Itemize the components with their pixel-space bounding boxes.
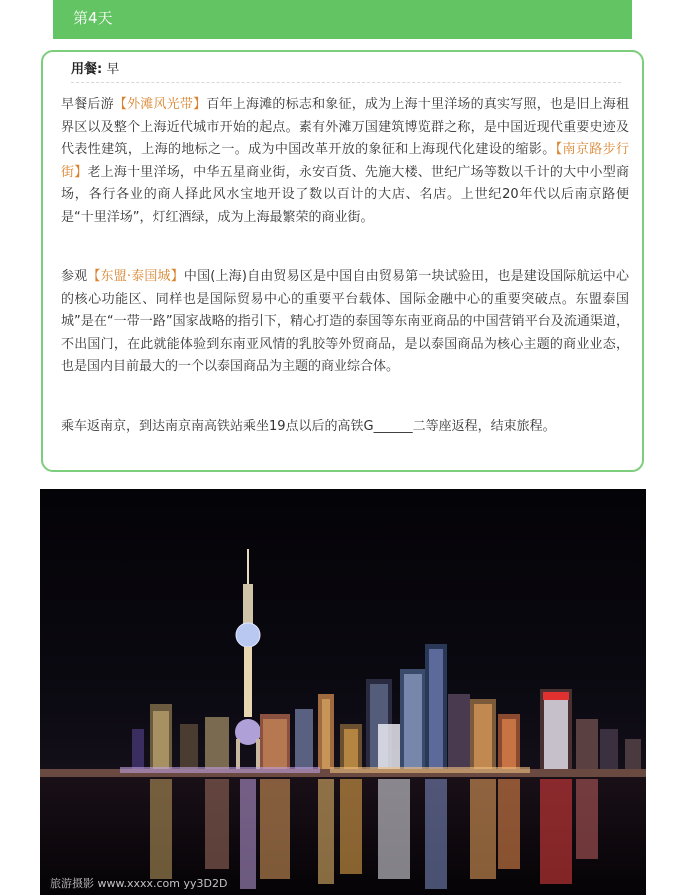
paragraph-text: 乘车返南京，到达南京南高铁站乘坐19点以后的高铁G______二等座返程，结束旅程。 [61, 419, 556, 434]
paragraph-text: 参观 [61, 269, 88, 284]
attraction-highlight: 【南京路步行街】 [61, 142, 629, 180]
attraction-highlight: 【外滩风光带】 [113, 97, 207, 112]
day-title: 第4天 [73, 9, 113, 27]
meal-label: 用餐: [71, 62, 103, 77]
paragraph-text: 中国(上海)自由贸易区是中国自由贸易第一块试验田，也是建设国际航运中心的核心功能区、同样也是国际贸易中心的重要平台载体、国际金融中心的重要突破点。东盟泰国城”是在“一带一路”国家战略的指引下，精心打造的泰国等东南亚商品的中国营销平台及流通渠道，不出国门，在此就能体验到东南亚风情的乳胶等外贸商品，是以泰国商品为核心主题的商业业态，也是国内目前最大的一个以泰国商品为主题的商业综合体。 [61, 269, 629, 374]
meal-value: 早 [106, 62, 120, 77]
paragraph-text: 百年上海滩的标志和象征，成为上海十里洋场的真实写照，也是旧上海租界区以及整个上海近代城市开始的起点。素有外滩万国建筑博览群之称，是中国近现代重要史迹及代表性建筑，上海的地标之一。成为中国改革开放的象征和上海现代化建设的缩影。 [61, 97, 629, 157]
paragraph-2 [61, 266, 629, 379]
itinerary-card [41, 50, 644, 472]
meal-row [71, 60, 621, 83]
day-header [53, 0, 632, 39]
shanghai-skyline-night-photo-icon [40, 489, 646, 895]
paragraph-1 [61, 94, 629, 229]
attraction-highlight: 【东盟·泰国城】 [87, 269, 184, 284]
photo-watermark: 旅游摄影 www.xxxx.com yy3D2D [50, 877, 228, 890]
paragraph-3 [61, 416, 629, 439]
paragraph-text: 早餐后游 [61, 97, 114, 112]
paragraph-text: 老上海十里洋场，中华五星商业街，永安百货、先施大楼、世纪广场等数以千计的大中小型商场，各行各业的商人择此风水宝地开设了数以百计的大店、名店。上世纪20年代以后南京路便是“十里洋场”，灯红酒绿，成为上海最繁荣的商业街。 [61, 164, 629, 225]
skyline-photo [40, 489, 646, 895]
